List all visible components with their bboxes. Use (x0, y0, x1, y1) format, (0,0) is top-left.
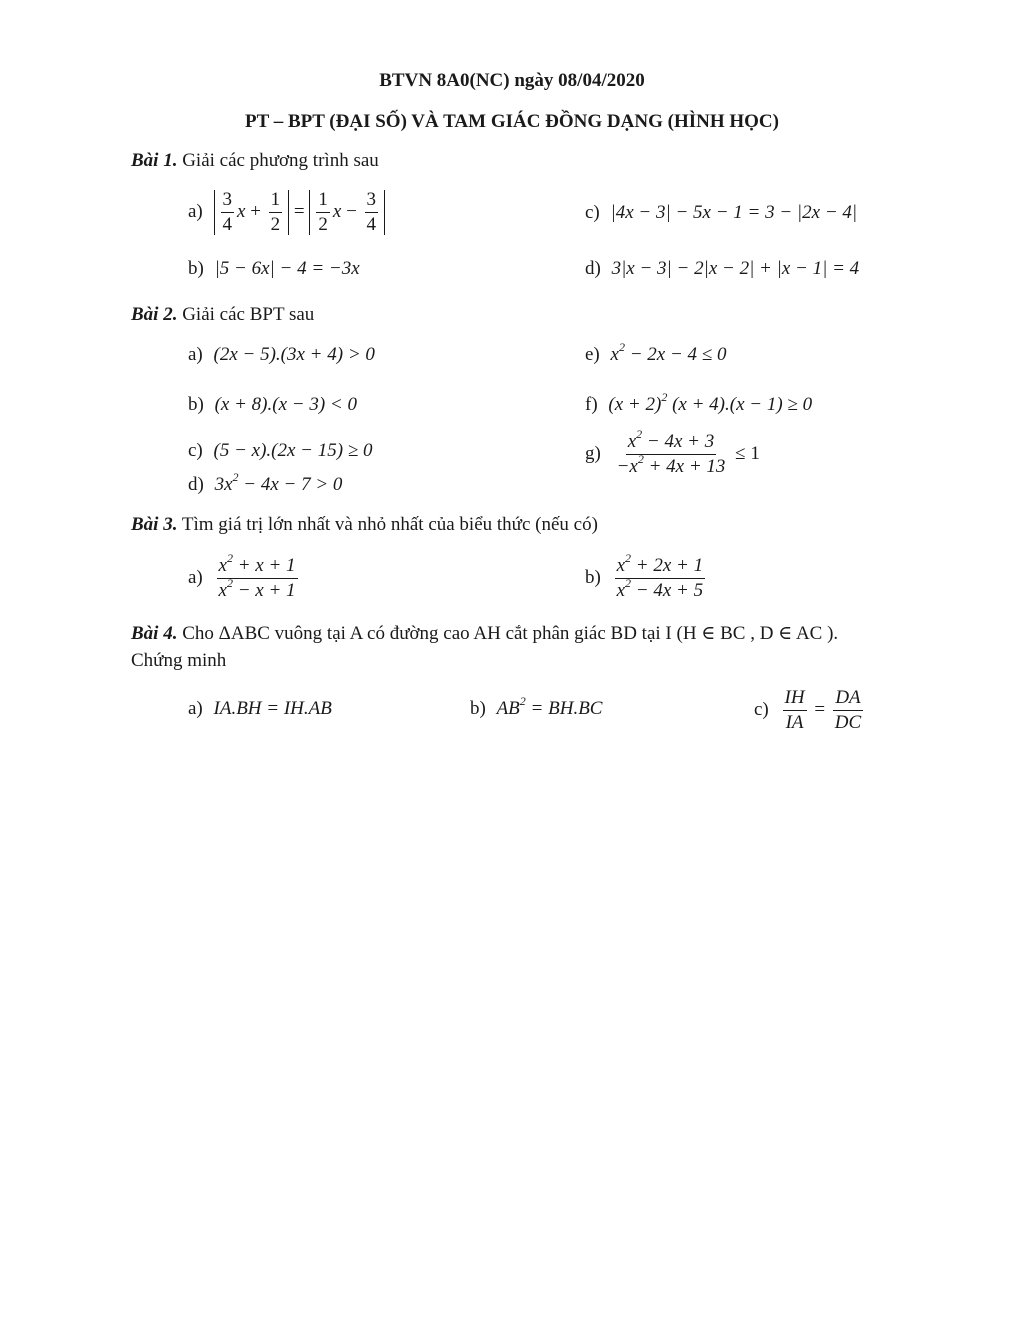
bai1-d-label: d) (585, 258, 601, 279)
bai2-e: e) $x^2 - 2x - 4 \le 0$ (585, 340, 727, 365)
bai2-a-expr: (2x − 5).(3x + 4) > 0 (213, 344, 375, 365)
bai4-a (188, 698, 332, 720)
bai3-b: b) $\frac{x^2 + 2x + 1}{x^2 - 4x + 5}$ (585, 551, 704, 601)
bai2-text: Giải các BPT sau (182, 304, 315, 325)
bai2-g-rhs: ≤ 1 (735, 442, 760, 464)
bai4-text1: Cho ΔABC vuông tại A có đường cao AH cắt phân giác BD tại I (H ∈ BC , D ∈ AC ). (182, 623, 839, 644)
bai2-e-label: e) (585, 344, 600, 365)
bai1-c-label: c) (585, 202, 600, 223)
bai1-a: a) $\frac{3}{4}$ x + $\frac{1}{2}$ = $\frac{1}{2}$ x − $\frac{3}{4}$ (188, 190, 385, 235)
bai2-d-label: d) (188, 474, 204, 495)
bai2-g-label: g) (585, 442, 601, 464)
bai2-b (188, 394, 357, 416)
bai4-c-lhs-num: IH (783, 688, 807, 711)
bai1-b (188, 258, 360, 280)
page-subtitle: PT – BPT (ĐẠI SỐ) VÀ TAM GIÁC ĐỒNG DẠNG (HÌNH HỌC) (245, 111, 779, 132)
page-title: BTVN 8A0(NC) ngày 08/04/2020 (379, 70, 645, 91)
bai1-c (585, 202, 857, 224)
bai1-heading (131, 150, 379, 172)
bai3-a-label: a) (188, 566, 203, 588)
bai2-b-label: b) (188, 394, 204, 415)
bai4-c-rhs-num: DA (833, 688, 862, 711)
bai3-a: a) $\frac{x^2 + x + 1}{x^2 - x + 1}$ (188, 551, 296, 601)
bai4-c-lhs-den: IA (785, 711, 804, 733)
bai4-c-label: c) (754, 698, 769, 720)
bai2-c-expr: (5 − x).(2x − 15) ≥ 0 (213, 440, 373, 461)
bai2-label: Bài 2. (131, 304, 178, 325)
bai4-b-label: b) (470, 698, 486, 719)
bai4-heading (131, 622, 838, 645)
bai1-c-expr: |4x − 3| − 5x − 1 = 3 − |2x − 4| (610, 202, 858, 223)
bai3-heading (131, 514, 598, 536)
bai3-text: Tìm giá trị lớn nhất và nhỏ nhất của biểu thức (nếu có) (181, 514, 598, 535)
bai4-c: c) $\frac{IH}{IA}$ = $\frac{DA}{DC}$ (754, 687, 862, 733)
bai1-d-expr: 3|x − 3| − 2|x − 2| + |x − 1| = 4 (611, 258, 860, 279)
bai4-b: b) $AB^2 = BH.BC$ (470, 694, 603, 719)
bai4-a-expr: IA.BH = IH.AB (213, 698, 332, 719)
bai2-f: f) $(x + 2)^2$ (x + 4).(x − 1) ≥ 0 (585, 390, 813, 415)
bai4-text2: Chứng minh (131, 650, 227, 671)
bai3-label: Bài 3. (131, 514, 178, 535)
bai4-a-label: a) (188, 698, 203, 719)
bai2-g: g) $\frac{x^2 - 4x + 3}{-x^2 + 4x + 13}$ ≤ 1 (585, 427, 760, 477)
bai2-d: d) $3x^2 - 4x - 7 > 0$ (188, 470, 343, 495)
bai1-b-expr: |5 − 6x| − 4 = −3x (214, 258, 360, 279)
bai2-a (188, 344, 375, 366)
bai2-c (188, 440, 373, 462)
bai1-a-label: a) (188, 200, 203, 222)
bai1-d (585, 258, 859, 280)
bai2-b-expr: (x + 8).(x − 3) < 0 (214, 394, 357, 415)
bai4-label: Bài 4. (131, 623, 178, 644)
bai4-c-rhs-den: DC (834, 711, 862, 733)
bai1-label: Bài 1. (131, 150, 178, 171)
bai2-a-label: a) (188, 344, 203, 365)
bai1-text: Giải các phương trình sau (182, 150, 379, 171)
bai2-f-label: f) (585, 394, 598, 415)
bai3-b-label: b) (585, 566, 601, 588)
bai2-c-label: c) (188, 440, 203, 461)
bai1-b-label: b) (188, 258, 204, 279)
bai2-heading (131, 304, 314, 326)
